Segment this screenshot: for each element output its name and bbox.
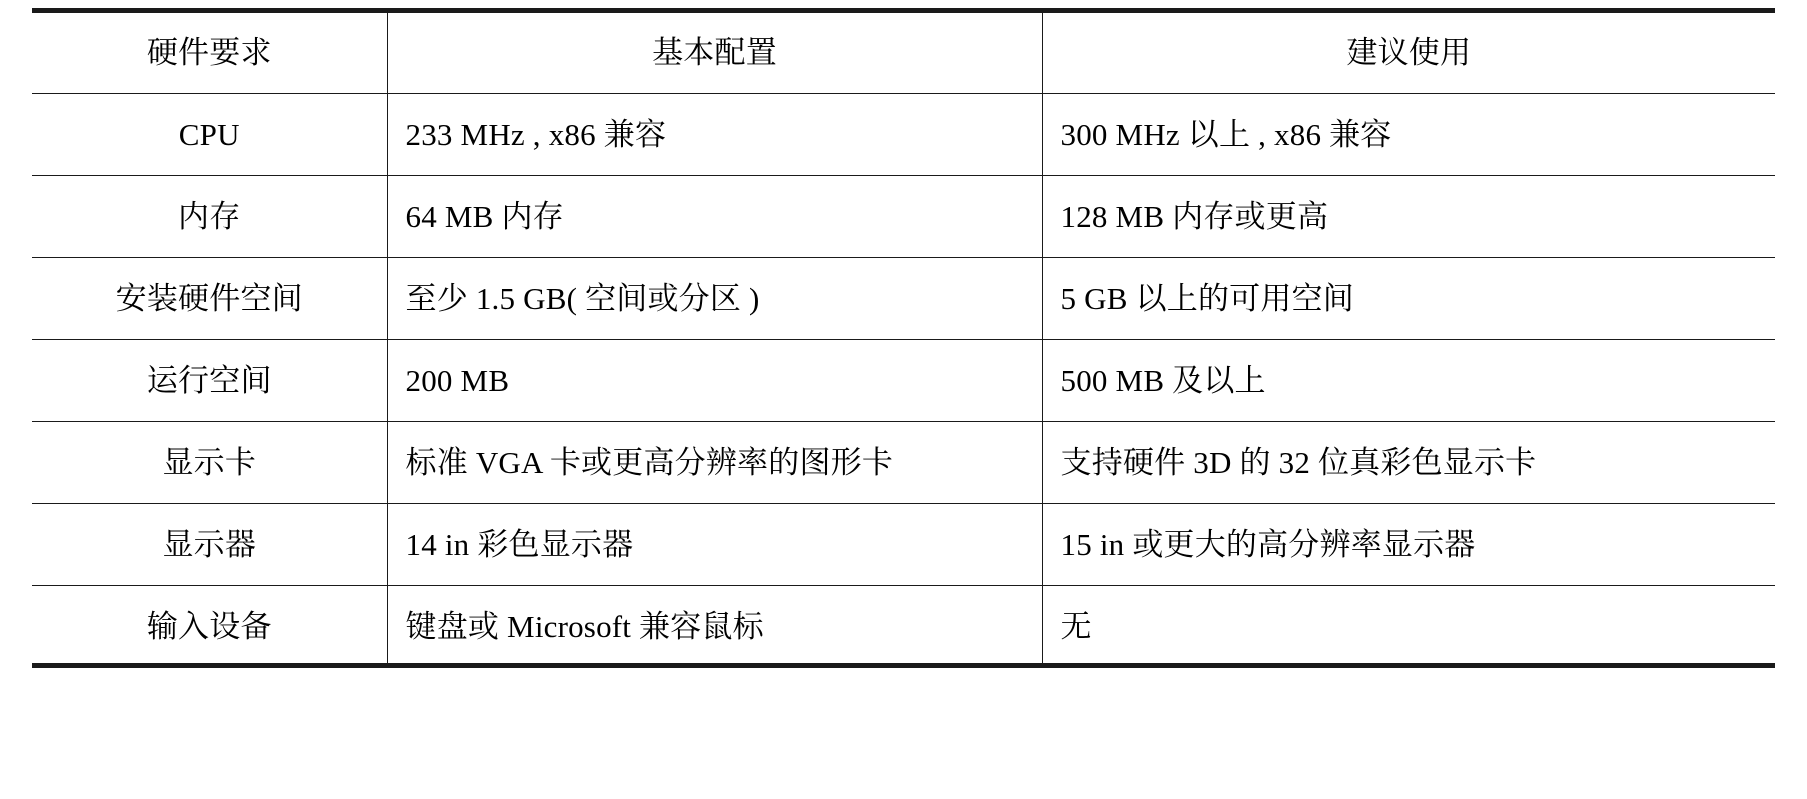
table-row bbox=[32, 422, 1775, 504]
cell-requirement: 显示器 bbox=[32, 504, 387, 586]
column-header-requirement: 硬件要求 bbox=[32, 12, 387, 94]
cell-recommended: 15 in 或更大的高分辨率显示器 bbox=[1042, 504, 1775, 586]
table-row bbox=[32, 176, 1775, 258]
cell-basic: 至少 1.5 GB( 空间或分区 ) bbox=[387, 258, 1042, 340]
cell-recommended: 支持硬件 3D 的 32 位真彩色显示卡 bbox=[1042, 422, 1775, 504]
hardware-requirements-table-wrapper bbox=[32, 12, 1775, 667]
column-header-recommended: 建议使用 bbox=[1042, 12, 1775, 94]
cell-requirement: CPU bbox=[32, 94, 387, 176]
table-row bbox=[32, 586, 1775, 668]
cell-recommended: 128 MB 内存或更高 bbox=[1042, 176, 1775, 258]
table-row bbox=[32, 94, 1775, 176]
cell-basic: 标准 VGA 卡或更高分辨率的图形卡 bbox=[387, 422, 1042, 504]
table-row bbox=[32, 504, 1775, 586]
cell-requirement: 运行空间 bbox=[32, 340, 387, 422]
cell-recommended: 无 bbox=[1060, 608, 1092, 644]
cell-basic: 键盘或 Microsoft 兼容鼠标 bbox=[387, 586, 1042, 668]
cell-basic: 14 in 彩色显示器 bbox=[387, 504, 1042, 586]
cell-recommended: 300 MHz 以上 , x86 兼容 bbox=[1042, 94, 1775, 176]
cell-requirement: 输入设备 bbox=[32, 586, 387, 668]
cell-requirement: 安装硬件空间 bbox=[32, 258, 387, 340]
column-header-basic: 基本配置 bbox=[387, 12, 1042, 94]
cell-requirement: 显示卡 bbox=[32, 422, 387, 504]
cell-basic: 200 MB bbox=[387, 340, 1042, 422]
hardware-requirements-table bbox=[32, 12, 1775, 667]
cell-basic: 64 MB 内存 bbox=[387, 176, 1042, 258]
table-header-row bbox=[32, 12, 1775, 94]
table-row bbox=[32, 258, 1775, 340]
table-bottom-rule bbox=[32, 663, 1775, 668]
cell-recommended: 500 MB 及以上 bbox=[1042, 340, 1775, 422]
cell-recommended: 5 GB 以上的可用空间 bbox=[1042, 258, 1775, 340]
cell-basic: 233 MHz , x86 兼容 bbox=[387, 94, 1042, 176]
cell-requirement: 内存 bbox=[32, 176, 387, 258]
table-row bbox=[32, 340, 1775, 422]
